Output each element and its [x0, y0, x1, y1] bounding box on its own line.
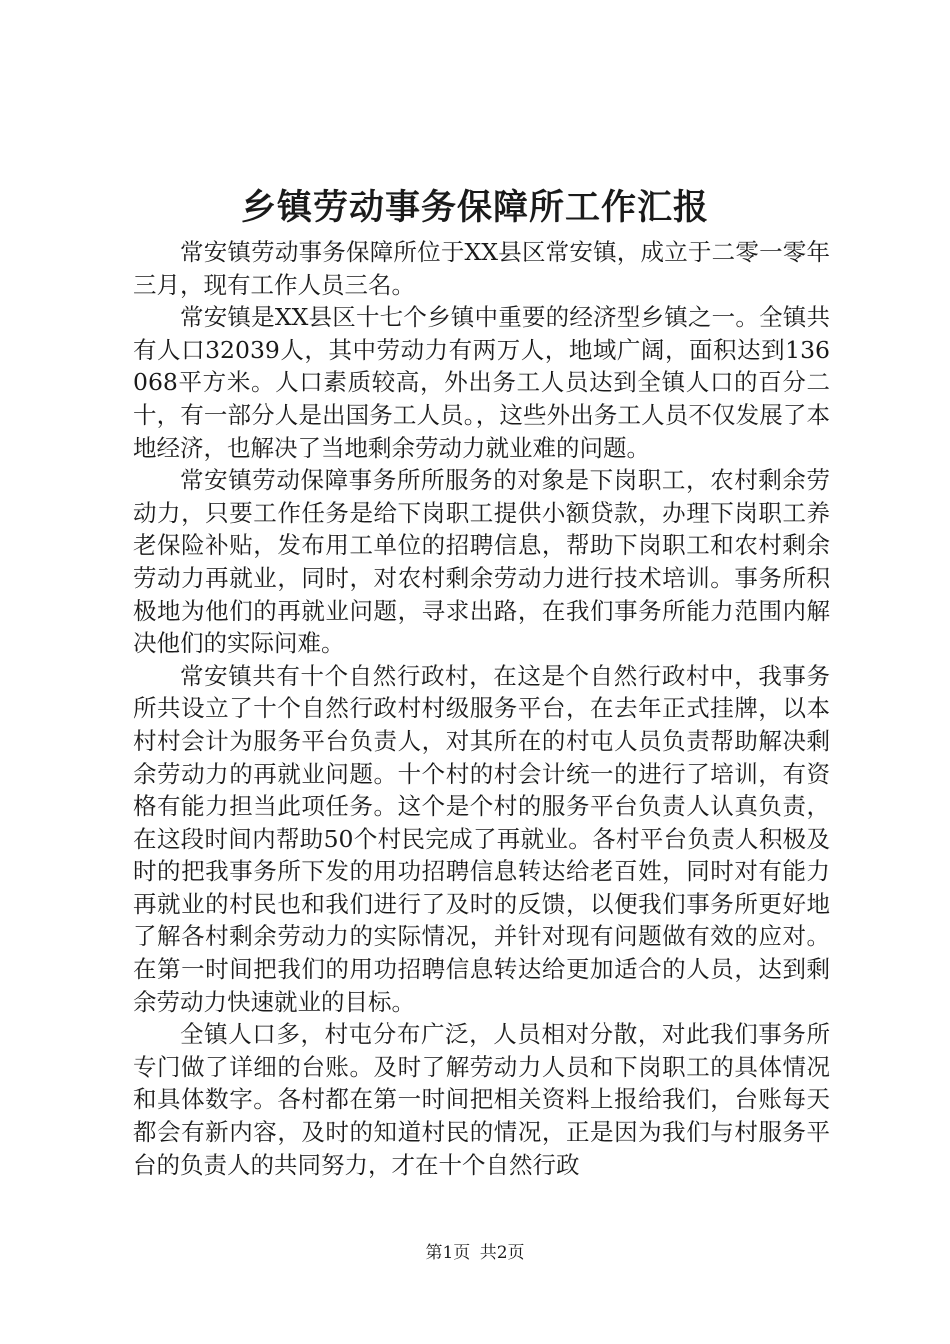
- document-title: 乡镇劳动事务保障所工作汇报: [240, 187, 709, 228]
- document-body: [133, 236, 830, 1181]
- paragraph-3: 常安镇劳动保障事务所所服务的对象是下岗职工，农村剩余劳动力，只要工作任务是给下岗职工提供小额贷款，办理下岗职工养老保险补贴，发布用工单位的招聘信息，帮助下岗职工和农村剩余劳动力再就业，同时，对农村剩余劳动力进行技术培训。事务所积极地为他们的再就业问题，寻求出路，在我们事务所能力范围内解决他们的实际问难。: [133, 466, 830, 658]
- paragraph-2: 常安镇是XX县区十七个乡镇中重要的经济型乡镇之一。全镇共有人口32039人，其中劳动力有两万人，地域广阔，面积达到136068平方米。人口素质较高，外出务工人员达到全镇人口的百分二十，有一部分人是出国务工人员。，这些外出务工人员不仅发展了本地经济，也解决了当地剩余劳动力就业难的问题。: [133, 303, 830, 462]
- page-footer: [0, 1241, 950, 1265]
- page-number-current: 第1页: [425, 1243, 471, 1263]
- paragraph-5: 全镇人口多，村屯分布广泛，人员相对分散，对此我们事务所专门做了详细的台账。及时了解劳动力人员和下岗职工的具体情况和具体数字。各村都在第一时间把相关资料上报给我们，台账每天都会有新内容，及时的知道村民的情况，正是因为我们与村服务平台的负责人的共同努力，才在十个自然行政: [133, 1020, 830, 1179]
- paragraph-1: 常安镇劳动事务保障所位于XX县区常安镇，成立于二零一零年三月，现有工作人员三名。: [133, 238, 830, 299]
- page-number-total: 共2页: [479, 1243, 525, 1263]
- paragraph-4: 常安镇共有十个自然行政村，在这是个自然行政村中，我事务所共设立了十个自然行政村村级服务平台，在去年正式挂牌，以本村村会计为服务平台负责人，对其所在的村屯人员负责帮助解决剩余劳动力的再就业问题。十个村的村会计统一的进行了培训，有资格有能力担当此项任务。这个是个村的服务平台负责人认真负责，在这段时间内帮助50个村民完成了再就业。各村平台负责人积极及时的把我事务所下发的用功招聘信息转达给老百姓，同时对有能力再就业的村民也和我们进行了及时的反馈，以便我们事务所更好地了解各村剩余劳动力的实际情况，并针对现有问题做有效的应对。在第一时间把我们的用功招聘信息转达给更加适合的人员，达到剩余劳动力快速就业的目标。: [133, 661, 830, 1016]
